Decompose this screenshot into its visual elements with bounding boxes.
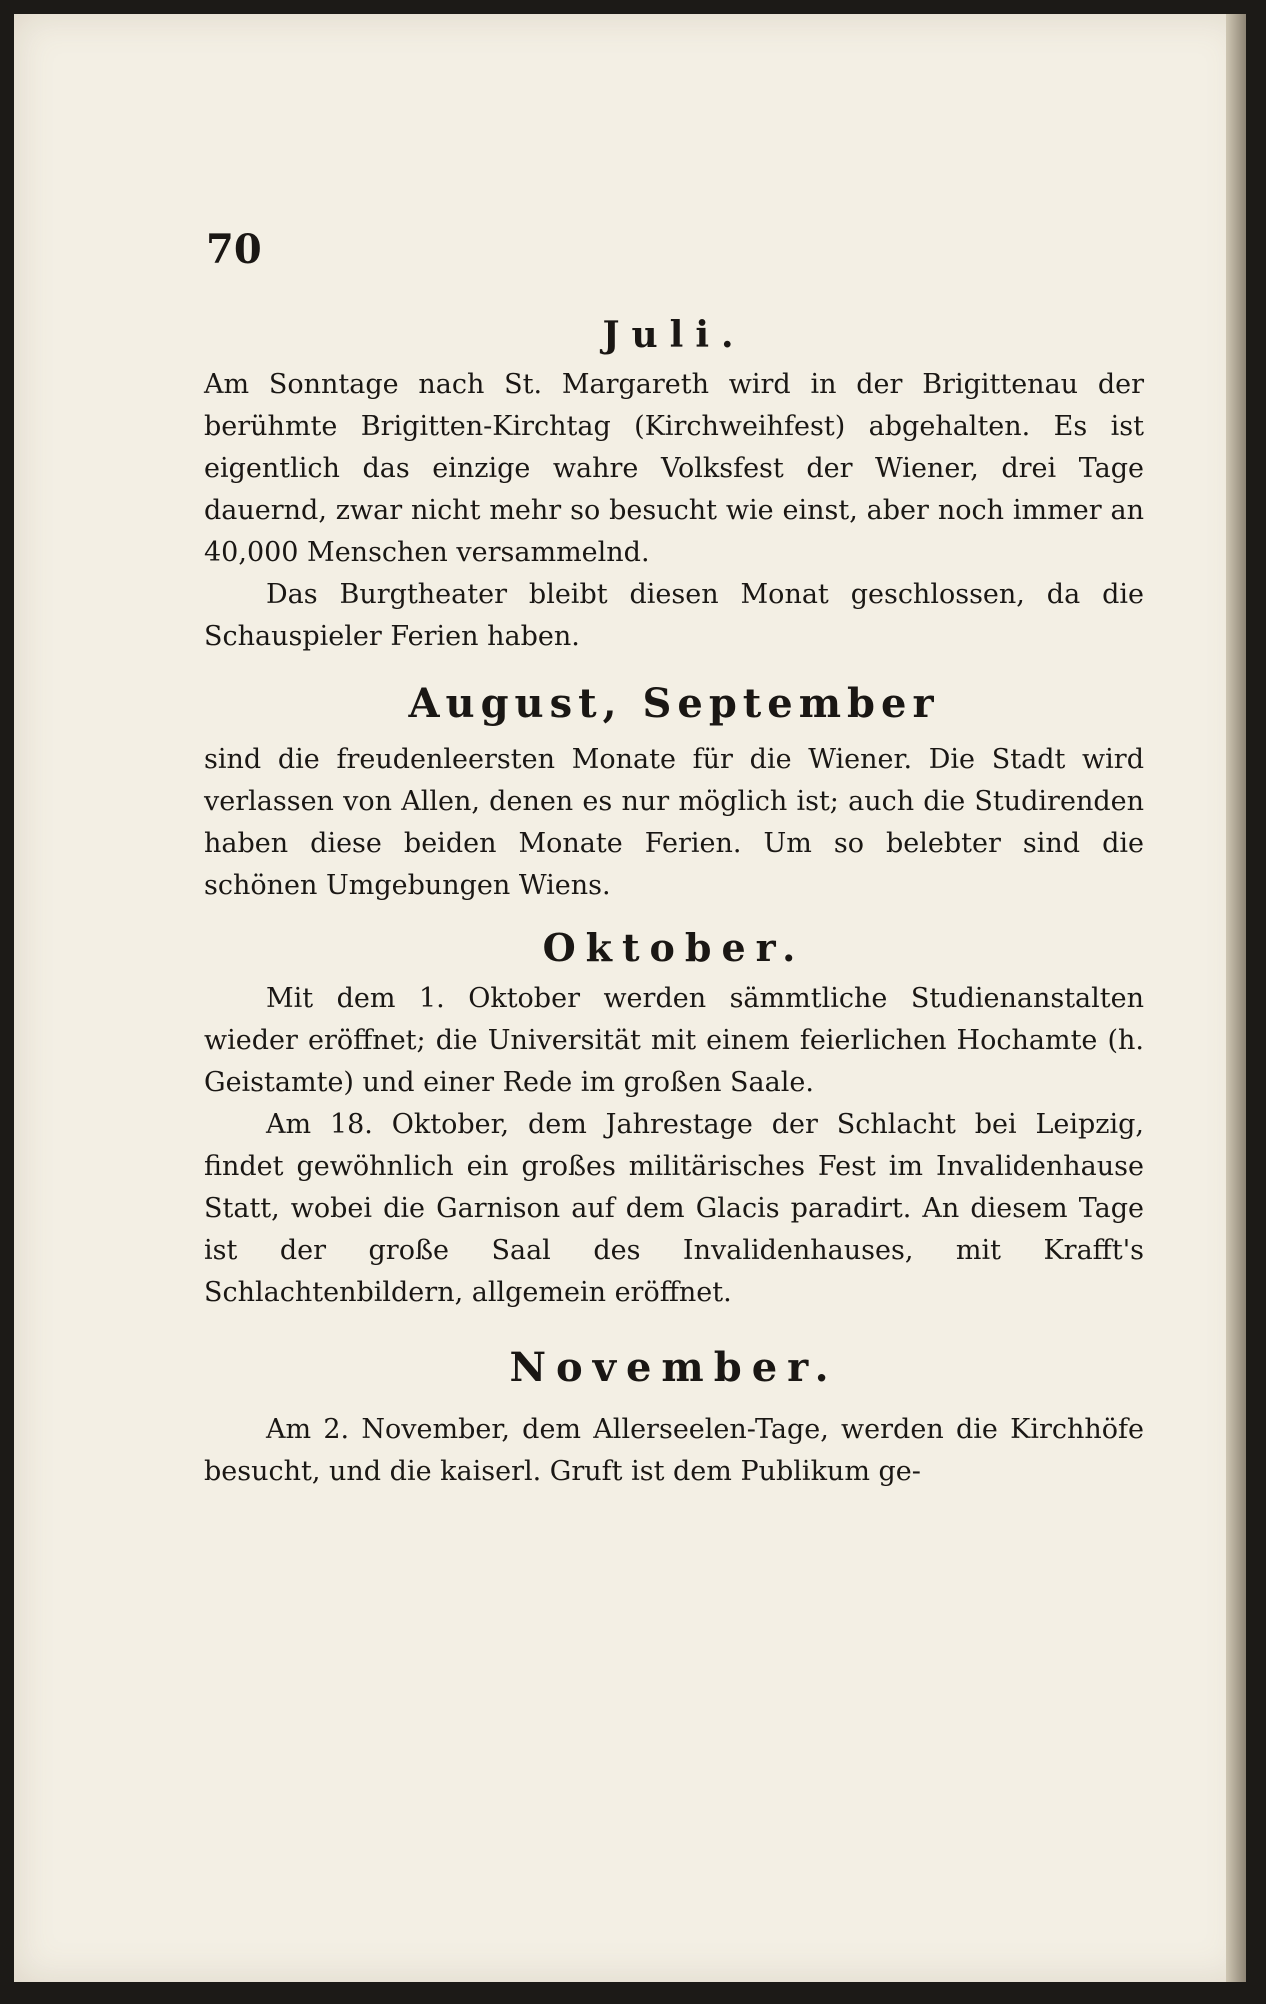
paragraph-oktober-1: Mit dem 1. Oktober werden sämmtliche Studienanstalten wieder eröffnet; die Universität mit einem feierlichen Hochamte (h. Geistamte) und einer Rede im großen Saale. — [204, 983, 1144, 1098]
heading-august-september: August, September — [408, 680, 940, 727]
paragraph-juli-2: Das Burgtheater bleibt diesen Monat geschlossen, da die Schauspieler Ferien haben. — [204, 579, 1144, 652]
heading-november: November. — [509, 1344, 839, 1391]
paragraph-november-1: Am 2. November, dem Allerseelen-Tage, werden die Kirchhöfe besucht, und die kaiserl. Gruft ist dem Publikum ge- — [204, 1414, 1144, 1487]
page-content — [204, 314, 1144, 1493]
book-page — [14, 14, 1246, 1982]
paragraph-oktober-2: Am 18. Oktober, dem Jahrestage der Schlacht bei Leipzig, findet gewöhnlich ein großes militärisches Fest im Invalidenhause Statt, wobei die Garnison auf dem Glacis paradirt. An diesem Tage ist der große Saal des Invalidenhauses, mit Krafft's Schlachtenbildern, allgemein eröffnet. — [204, 1109, 1144, 1308]
paragraph-juli-1: Am Sonntage nach St. Margareth wird in der Brigittenau der berühmte Brigitten-Kirchtag (Kirchweihfest) abgehalten. Es ist eigentlich das einzige wahre Volksfest der Wiener, drei Tage dauernd, zwar nicht mehr so besucht wie einst, aber noch immer an 40,000 Menschen versammelnd. — [204, 369, 1144, 568]
heading-juli: Juli. — [602, 314, 746, 356]
page-spine-edge — [1226, 14, 1246, 1982]
paragraph-august-1: sind die freudenleersten Monate für die Wiener. Die Stadt wird verlassen von Allen, denen es nur möglich ist; auch die Studirenden haben diese beiden Monate Ferien. Um so belebter sind die schönen Umgebungen Wiens. — [204, 744, 1144, 901]
heading-oktober: Oktober. — [542, 925, 806, 970]
page-number: 70 — [206, 226, 262, 273]
